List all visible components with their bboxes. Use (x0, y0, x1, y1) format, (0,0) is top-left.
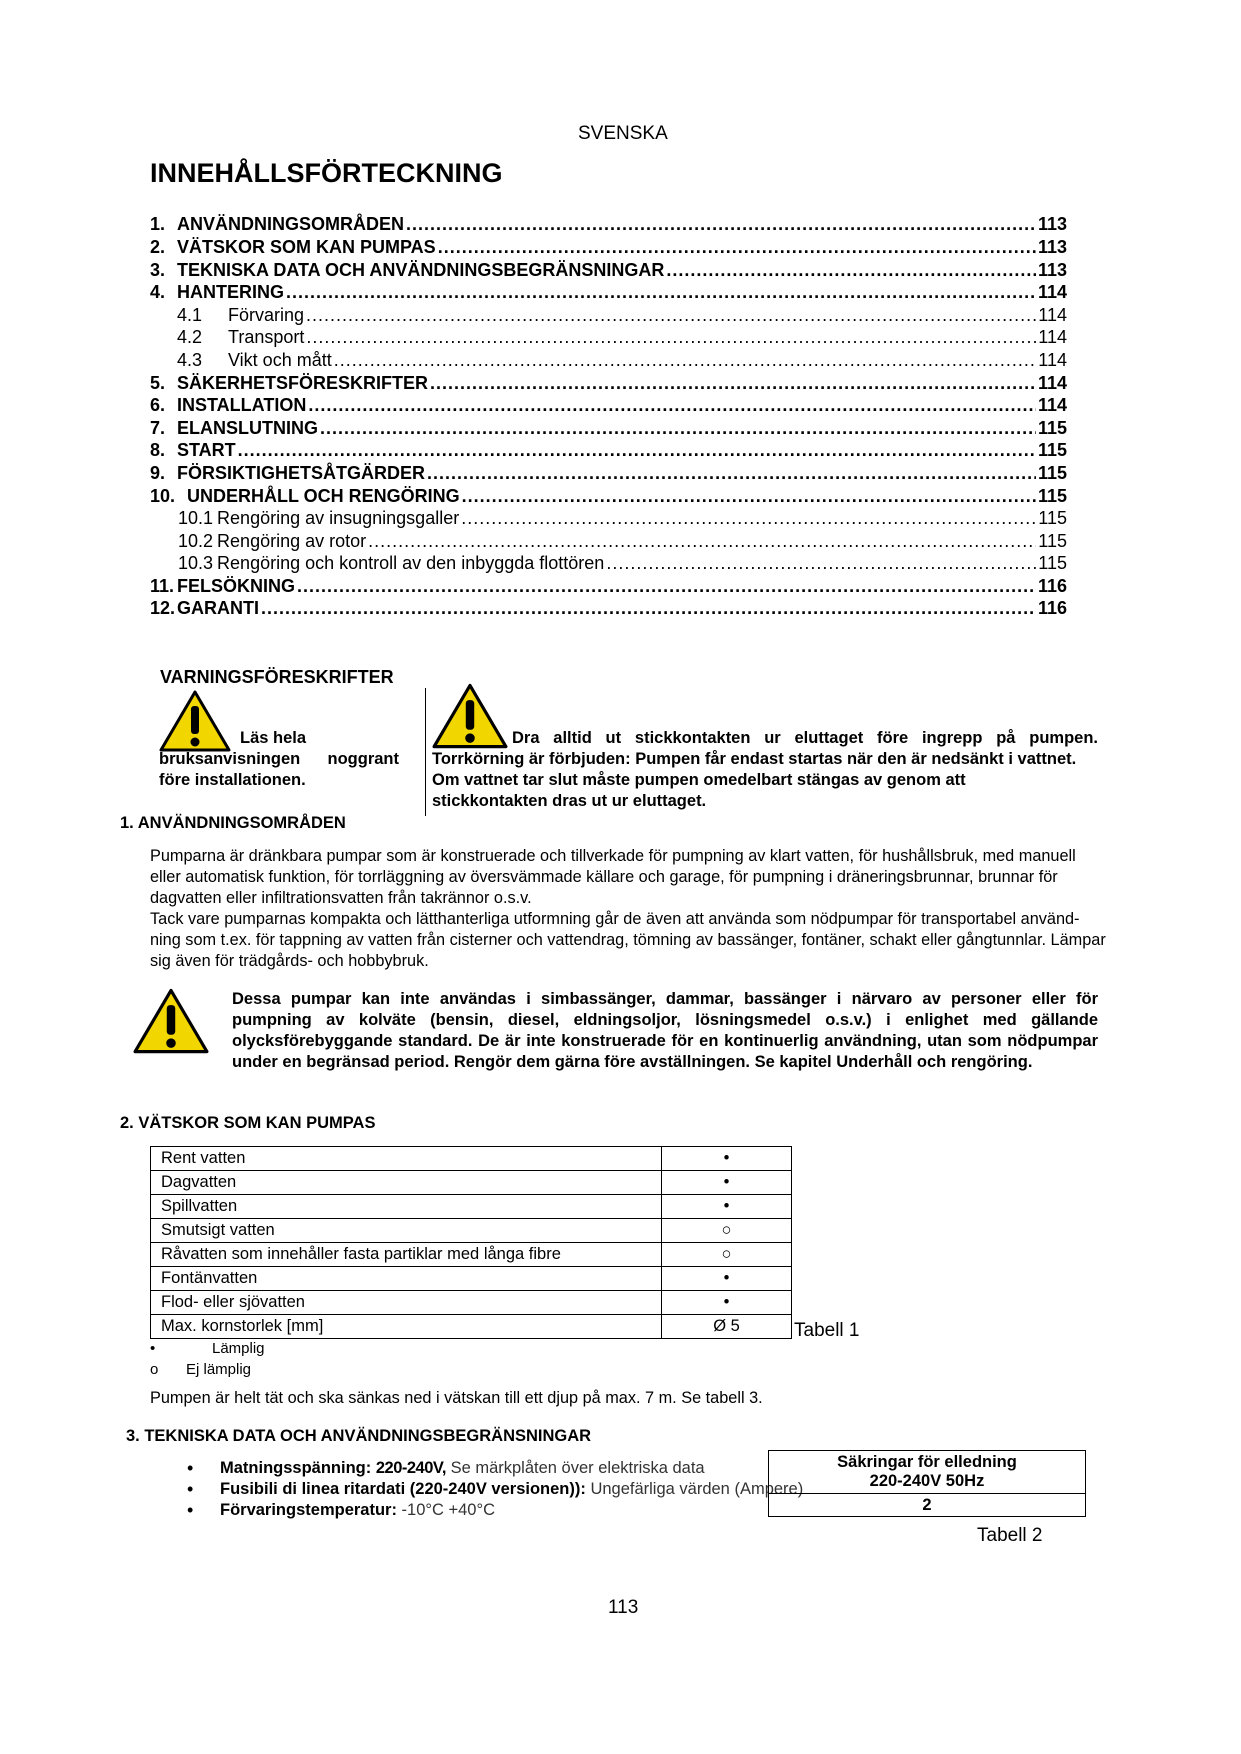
toc-number: 10.2 (178, 531, 214, 551)
toc-title: Rengöring av rotor (217, 531, 367, 551)
suitability-symbol: • (662, 1147, 792, 1171)
warning-right-lead: Dra alltid ut stickkontakten ur eluttaget före ingrepp på pumpen. (512, 729, 1098, 747)
fuse-value: 2 (769, 1494, 1086, 1517)
toc-entry[interactable] (150, 303, 1067, 326)
toc-title: START (177, 440, 236, 460)
toc-leader-dots (666, 260, 1036, 281)
table-1-label: Tabell 1 (794, 1320, 860, 1341)
toc-number: 11. (150, 576, 175, 596)
toc-leader-dots (606, 553, 1036, 574)
toc-number: 5. (150, 373, 166, 393)
toc-title: Rengöring av insugningsgaller (217, 508, 460, 528)
toc-number: 8. (150, 440, 166, 460)
toc-number: 9. (150, 463, 166, 483)
toc-page-number: 114 (1038, 327, 1067, 347)
toc-page-number: 114 (1037, 282, 1067, 302)
toc-leader-dots (427, 463, 1036, 484)
liquid-name: Spillvatten (151, 1195, 662, 1219)
toc-number: 6. (150, 395, 166, 415)
toc-page-number: 114 (1038, 305, 1067, 325)
fuse-header-line-2: 220-240V 50Hz (869, 1472, 985, 1490)
section-1-paragraph-1: Pumparna är dränkbara pumpar som är konstruerade och tillverkade för pumpning av klart vatten, för hushållsbruk, med manuell eller automatisk funktion, för torrläggning av översvämmade källare och garage, för pumpning i dräneringsbrunnar, brunnar för dagvatten eller infiltrationsvatten från takrännor o.s.v. (150, 847, 1076, 907)
spec-value: Ungefärliga värden (Ampere) (585, 1480, 804, 1498)
warning-triangle-icon (133, 988, 209, 1054)
toc-entry[interactable] (150, 325, 1067, 348)
liquid-name: Flod- eller sjövatten (151, 1291, 662, 1315)
toc-entry[interactable] (150, 574, 1067, 597)
toc-number: 4.1 (177, 305, 203, 325)
table-2-label: Tabell 2 (977, 1525, 1043, 1546)
toc-title: SÄKERHETSFÖRESKRIFTER (177, 373, 429, 393)
table-row (151, 1243, 792, 1267)
toc-title: ANVÄNDNINGSOMRÅDEN (177, 214, 405, 234)
suitability-symbol: • (662, 1291, 792, 1315)
toc-page-number: 115 (1037, 418, 1067, 438)
toc-leader-dots (430, 373, 1036, 394)
toc-page-number: 114 (1037, 373, 1067, 393)
toc-leader-dots (320, 418, 1036, 439)
table-row (151, 1267, 792, 1291)
toc-entry[interactable] (150, 258, 1067, 281)
spec-label: Fusibili di linea ritardati (220-240V versionen)): (220, 1480, 586, 1498)
spec-item-storage-temp (220, 1500, 810, 1521)
toc-page-number: 113 (1037, 260, 1067, 280)
legend-symbol: o (150, 1361, 159, 1378)
toc-title: GARANTI (177, 598, 259, 618)
toc-title: INSTALLATION (177, 395, 307, 415)
toc-leader-dots (306, 327, 1036, 348)
section-1-warning-text: Dessa pumpar kan inte användas i simbassänger, dammar, bassänger i närvaro av personer eller för pumpning av kolväte (bensin, diesel, eldningsoljor, lösningsmedel o.s.v.) i enlighet med gällande olycksförebyggande standard. De är inte konstruerade för en kontinuerlig användning, utan som nödpumpar under en begränsad period. Rengör dem gärna före avställningen. Se kapitel Underhåll och rengöring. (232, 990, 1098, 1071)
toc-page-number: 116 (1037, 576, 1067, 596)
warnings-heading: VARNINGSFÖRESKRIFTER (160, 667, 394, 687)
toc-entry[interactable] (150, 438, 1067, 461)
toc-number: 10.1 (178, 508, 214, 528)
spec-value-bold: 220-240V, (375, 1459, 446, 1477)
toc-leader-dots (261, 598, 1036, 619)
toc-entry[interactable] (150, 371, 1067, 394)
table-row (151, 1147, 792, 1171)
section-2-heading: 2. VÄTSKOR SOM KAN PUMPAS (120, 1114, 376, 1132)
toc-entry[interactable] (150, 235, 1067, 258)
toc-leader-dots (334, 350, 1037, 371)
spec-value: Se märkplåten över elektriska data (445, 1459, 705, 1477)
toc-leader-dots (286, 282, 1036, 303)
toc-title: Vikt och mått (228, 350, 332, 370)
toc-title: FÖRSIKTIGHETSÅTGÄRDER (177, 463, 426, 483)
legend-item (150, 1340, 265, 1357)
warning-triangle-icon (159, 690, 231, 752)
toc-entry[interactable] (150, 416, 1067, 439)
toc-number: 3. (150, 260, 166, 280)
suitability-symbol: ○ (662, 1219, 792, 1243)
toc-title: TEKNISKA DATA OCH ANVÄNDNINGSBEGRÄNSNINGAR (177, 260, 665, 280)
toc-leader-dots (461, 508, 1036, 529)
toc-entry[interactable] (150, 280, 1067, 303)
toc-entry[interactable] (150, 212, 1067, 235)
toc-entry[interactable] (150, 551, 1067, 574)
toc-leader-dots (238, 440, 1036, 461)
toc-number: 7. (150, 418, 166, 438)
language-label: SVENSKA (578, 123, 668, 144)
section-1-heading: 1. ANVÄNDNINGSOMRÅDEN (120, 814, 346, 832)
table-row (151, 1315, 792, 1339)
warnings-divider (425, 688, 426, 816)
toc-number: 2. (150, 237, 166, 257)
suitability-symbol: • (662, 1267, 792, 1291)
toc-number: 4. (150, 282, 166, 302)
toc-page-number: 115 (1038, 508, 1067, 528)
toc-entry[interactable] (150, 393, 1067, 416)
toc-page-number: 115 (1038, 531, 1067, 551)
fuse-header-line-1: Säkringar för elledning (837, 1453, 1017, 1471)
toc-leader-dots (306, 305, 1036, 326)
spec-item-voltage (220, 1458, 810, 1479)
toc-entry[interactable] (150, 529, 1067, 552)
toc-title: Transport (228, 327, 305, 347)
suitability-symbol: • (662, 1195, 792, 1219)
liquid-name: Max. kornstorlek [mm] (151, 1315, 662, 1339)
legend-item (150, 1361, 251, 1378)
liquids-table (150, 1146, 792, 1339)
legend-symbol: • (150, 1340, 156, 1357)
legend-text: Ej lämplig (186, 1361, 252, 1378)
spec-label: Förvaringstemperatur: (220, 1501, 397, 1519)
section-1-paragraph-2: Tack vare pumparnas kompakta och lätthanterliga utformning går de även att använda som nödpumpar för transportabel använd-ning som t.ex. för tappning av vatten från cisterner och vattendrag, tömning av bassänger, fontäner, schakt eller gångtunnlar. Lämpar sig även för trädgårds- och hobbybruk. (150, 910, 1106, 970)
toc-leader-dots (368, 531, 1036, 552)
table-row (151, 1219, 792, 1243)
toc-page-number: 114 (1038, 350, 1067, 370)
section-3-heading: 3. TEKNISKA DATA OCH ANVÄNDNINGSBEGRÄNSNINGAR (126, 1427, 592, 1445)
suitability-symbol: Ø 5 (662, 1315, 792, 1339)
legend-text: Lämplig (212, 1340, 265, 1357)
liquid-name: Smutsigt vatten (151, 1219, 662, 1243)
toc-leader-dots (406, 214, 1036, 235)
toc-number: 1. (150, 214, 166, 234)
warning-triangle-icon (432, 683, 508, 749)
toc-page-number: 113 (1037, 237, 1067, 257)
spec-value: -10°C +40°C (396, 1501, 496, 1519)
fuse-table (768, 1450, 1086, 1517)
toc-leader-dots (462, 486, 1036, 507)
toc-title: ELANSLUTNING (177, 418, 318, 438)
spec-item-fuses (220, 1479, 810, 1500)
toc-title: Förvaring (228, 305, 305, 325)
toc-number: 12. (150, 598, 176, 618)
liquid-name: Rent vatten (151, 1147, 662, 1171)
section-2-note: Pumpen är helt tät och ska sänkas ned i vätskan till ett djup på max. 7 m. Se tabell 3. (150, 1389, 763, 1407)
toc-page-number: 115 (1038, 553, 1067, 573)
toc-title: VÄTSKOR SOM KAN PUMPAS (177, 237, 436, 257)
suitability-symbol: ○ (662, 1243, 792, 1267)
toc-page-number: 115 (1037, 486, 1067, 506)
toc-entry[interactable] (150, 596, 1067, 619)
toc-title: HANTERING (177, 282, 284, 302)
toc-entry[interactable] (150, 484, 1067, 507)
toc-leader-dots (308, 395, 1036, 416)
toc-number: 10. (150, 486, 176, 506)
warning-left-text: bruksanvisningen noggrant före installationen. (159, 750, 399, 789)
table-row (151, 1171, 792, 1195)
toc-page-number: 114 (1037, 395, 1067, 415)
table-row (151, 1195, 792, 1219)
toc-number: 4.3 (177, 350, 203, 370)
spec-label: Matningsspänning: (220, 1459, 372, 1477)
liquid-name: Dagvatten (151, 1171, 662, 1195)
toc-page-number: 113 (1037, 214, 1067, 234)
liquid-name: Råvatten som innehåller fasta partiklar med långa fibre (151, 1243, 662, 1267)
toc-entry[interactable] (150, 506, 1067, 529)
toc-number: 4.2 (177, 327, 203, 347)
toc-title: Rengöring och kontroll av den inbyggda flottören (217, 553, 605, 573)
table-row (151, 1291, 792, 1315)
warning-left-lead: Läs hela (240, 729, 307, 747)
liquid-name: Fontänvatten (151, 1267, 662, 1291)
toc-leader-dots (438, 237, 1036, 258)
toc-entry[interactable] (150, 348, 1067, 371)
toc-page-number: 115 (1037, 440, 1067, 460)
toc-title: FELSÖKNING (177, 576, 296, 596)
tech-spec-list (170, 1458, 810, 1521)
toc-title: UNDERHÅLL OCH RENGÖRING (187, 486, 460, 506)
page-number: 113 (608, 1597, 639, 1618)
toc-leader-dots (297, 576, 1036, 597)
page-title: INNEHÅLLSFÖRTECKNING (150, 158, 503, 188)
toc-entry[interactable] (150, 461, 1067, 484)
toc-page-number: 115 (1037, 463, 1067, 483)
suitability-symbol: • (662, 1171, 792, 1195)
toc-number: 10.3 (178, 553, 214, 573)
toc-page-number: 116 (1037, 598, 1067, 618)
warning-right-text: Torrkörning är förbjuden: Pumpen får endast startas när den är nedsänkt i vattnet. Om vattnet tar slut måste pumpen omedelbart stängas av genom att stickkontakten dras ut ur eluttaget. (432, 750, 1077, 810)
